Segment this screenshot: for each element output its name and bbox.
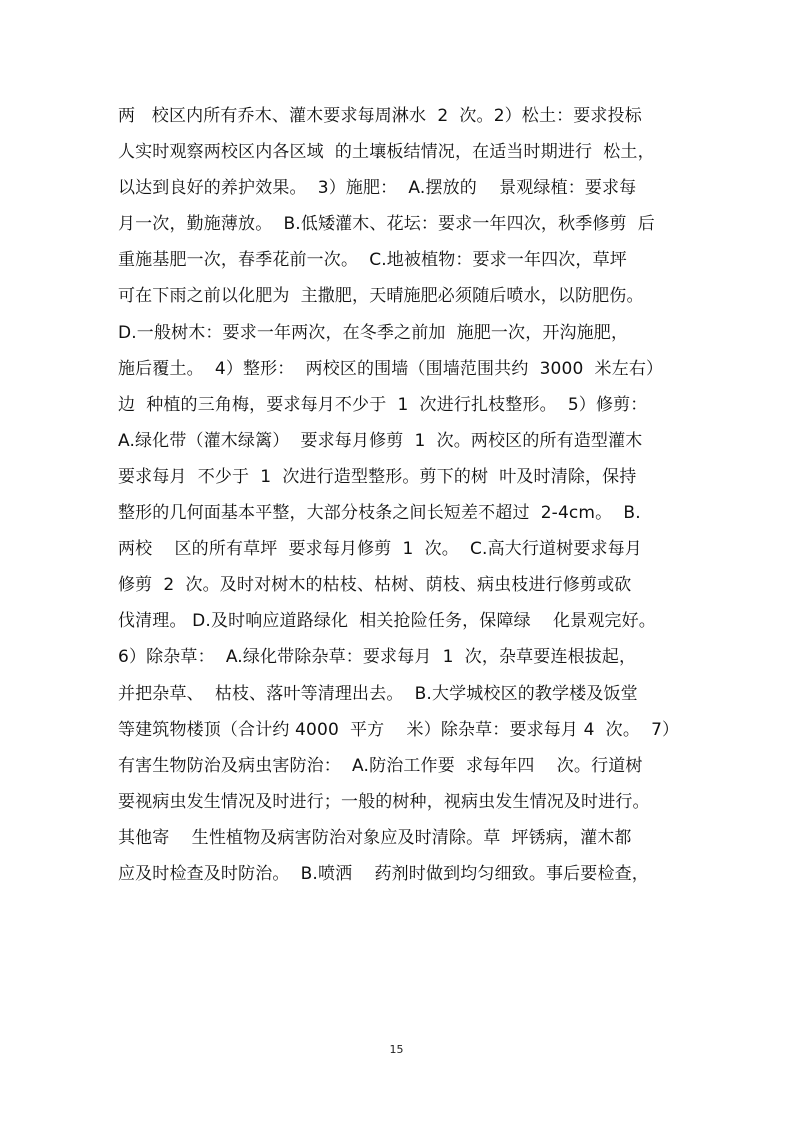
text-line: 可在下雨之前以化肥为 主撒肥，天晴施肥必须随后喷水，以防肥伤。 [118, 286, 644, 307]
text-line: 伐清理。 D.及时响应道路绿化 相关抢险任务，保障绿 化景观完好。 [118, 611, 656, 632]
text-line: 月一次，勤施薄放。 B.低矮灌木、花坛：要求一年四次，秋季修剪 后 [118, 214, 655, 235]
text-line: A.绿化带（灌木绿篱） 要求每月修剪 1 次。两校区的所有造型灌木 [118, 430, 643, 451]
text-line: 重施基肥一次，春季花前一次。 C.地被植物：要求一年四次，草坪 [118, 250, 627, 271]
text-line: 以达到良好的养护效果。 3）施肥： A.摆放的 景观绿植：要求每 [118, 178, 637, 199]
text-line: 两 校区内所有乔木、灌木要求每周淋水 2 次。2）松土：要求投标 [118, 106, 642, 126]
text-line: 等建筑物楼顶（合计约 4000 平方 米）除杂草：要求每月 4 次。 7） [118, 719, 680, 740]
text-line: 要求每月 不少于 1 次进行造型整形。剪下的树 叶及时清除，保持 [118, 466, 637, 487]
text-line: 人实时观察两校区内各区域 的土壤板结情况，在适当时期进行 松土， [118, 142, 655, 163]
text-line: 两校 区的所有草坪 要求每月修剪 1 次。 C.高大行道树要求每月 [118, 539, 642, 560]
text-line: 有害生物防治及病虫害防治： A.防治工作要 求每年四 次。行道树 [118, 755, 643, 776]
text-line: 并把杂草、 枯枝、落叶等清理出去。 B.大学城校区的教学楼及饭堂 [118, 683, 638, 704]
text-line: 应及时检查及时防治。 B.喷洒 药剂时做到均匀细致。事后要检查， [118, 863, 649, 884]
body-text [118, 98, 684, 892]
text-line: 要视病虫发生情况及时进行；一般的树种，视病虫发生情况及时进行。 [118, 791, 650, 812]
text-line: 整形的几何面基本平整，大部分枝条之间长短差不超过 2-4cm。 B. [118, 503, 641, 524]
text-line: D.一般树木：要求一年两次，在冬季之前加 施肥一次，开沟施肥， [118, 322, 629, 343]
text-line: 修剪 2 次。及时对树木的枯枝、枯树、荫枝、病虫枝进行修剪或砍 [118, 575, 632, 596]
text-line: 其他寄 生性植物及病害防治对象应及时清除。草 坪锈病，灌木都 [118, 827, 632, 848]
text-line: 边 种植的三角梅，要求每月不少于 1 次进行扎枝整形。 5）修剪： [118, 394, 648, 415]
text-line: 6）除杂草： A.绿化带除杂草：要求每月 1 次，杂草要连根拔起， [118, 647, 637, 668]
page-number: 15 [389, 1043, 404, 1056]
text-line: 施后覆土。 4）整形： 两校区的围墙（围墙范围共约 3000 米左右） [118, 358, 664, 379]
